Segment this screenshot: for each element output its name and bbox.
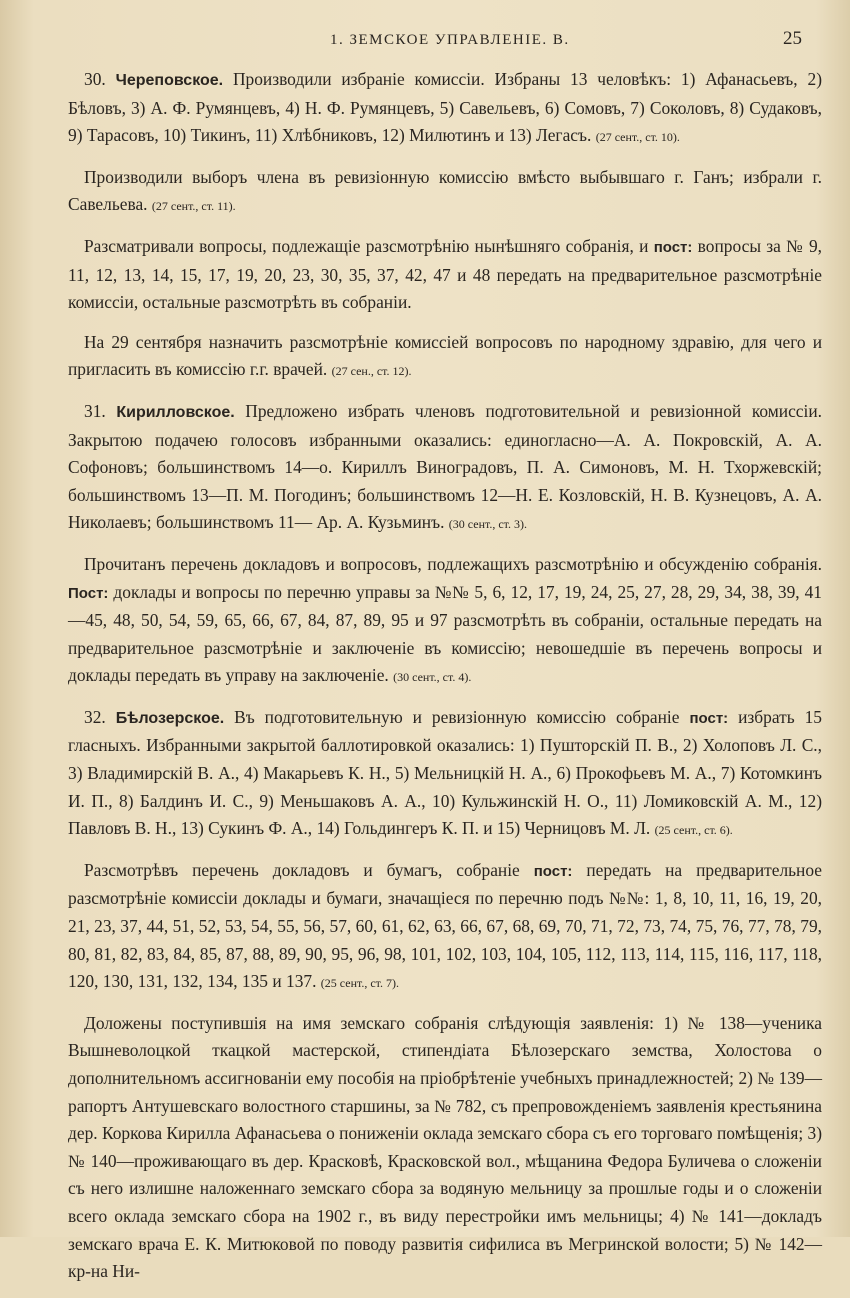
section-heading: Кирилловское. [116,403,235,421]
paragraph-text: Разсматривали вопросы, подлежащіе разсмотрѣнію нынѣшняго собранія, и [84,235,654,256]
paragraph-petitions [68,1010,822,1286]
page-text [68,66,822,1298]
paragraph-text: На 29 сентября назначить разсмотрѣніе комиссіей вопросовъ по народному здравію, для чего и пригласить въ комиссію г.г. врачей. [68,331,822,380]
paragraph-text: вопросы за № 9, 11, 12, 13, 14, 15, 17, 19, 20, 23, 30, 35, 37, 42, 47 и 48 передать на предварительное разсмотрѣніе комиссіи, остальные разсмотрѣть въ собраніи. [68,235,822,313]
paragraph-questions [68,233,822,317]
paragraph-health-commission [68,329,822,386]
paragraph-text: Прочитанъ перечень докладовъ и вопросовъ, подлежащихъ разсмотрѣнію и обсужденію собранія. [84,553,822,574]
paragraph-papers-list [68,857,822,998]
section-number: 30. [84,69,106,89]
resolution-keyword: пост: [533,862,573,880]
section-number: 31. [84,400,106,421]
paragraph-text: Производили выборъ члена въ ревизіонную комиссію вмѣсто выбывшаго г. Ганъ; избрали г. Савельева. [68,166,822,215]
paragraph-30-cherepovets [68,66,822,152]
session-reference: (27 сен., ст. 12). [331,364,412,379]
section-heading: Бѣлозерское. [115,709,225,727]
page-number: 25 [783,28,802,49]
session-reference: (25 сент., ст. 6). [654,823,733,838]
resolution-keyword: Пост: [68,584,109,602]
paragraph-text: Производили избраніе комиссіи. Избраны 13 человѣкъ: 1) Афанасьевъ, 2) Бѣловъ, 3) А. Ф. Румянцевъ, 4) Н. Ф. Румянцевъ, 5) Савельевъ, 6) Сомовъ, 7) Соколовъ, 8) Судаковъ, 9) Тарасовъ, 10) Тикинъ, 11) Хлѣбниковъ, 12) Милютинъ и 13) Легасъ. [68,69,822,146]
running-head: 1. ЗЕМСКОЕ УПРАВЛЕНІЕ. В. [330,32,570,48]
paragraph-text: Въ подготовительную и ревизіонную комиссію собраніе [224,706,690,727]
paragraph-reports-list [68,551,822,692]
paragraph-text: передать на предварительное разсмотрѣніе комиссіи доклады и бумаги, значащіеся по перечню подъ №№: 1, 8, 10, 11, 16, 19, 20, 21, 23, 37, 44, 51, 52, 53, 54, 55, 56, 57, 60, 61, 62, 63, 66, 67, 68, 69, 70, 71, 72, 73, 74, 75, 76, 77, 78, 79, 80, 81, 82, 83, 84, 85, 87, 88, 89, 90, 95, 96, 98, 101, 102, 103, 104, 105, 112, 113, 114, 115, 116, 117, 118, 120, 130, 131, 132, 134, 135 и 137. [68,859,822,992]
paragraph-text: Разсмотрѣвъ перечень докладовъ и бумагъ, собраніе [84,859,534,880]
paragraph-32-belozersk [68,704,822,845]
paragraph-text: Доложены поступившія на имя земскаго собранія слѣдующія заявленія: 1) № 138—ученика Вышневолоцкой ткацкой мастерской, стипендіата Бѣлозерскаго земства, Холостова о дополнительномъ ассигнованіи ему пособія на пріобрѣтеніе учебныхъ принадлежностей; 2) № 139—рапортъ Антушевскаго волостного старшины, за № 782, съ препровожденіемъ заявленія крестьянина дер. Коркова Кирилла Афанасьева о пониженіи оклада земскаго сбора съ его торговаго помѣщенія; 3) № 140—проживающаго въ дер. Красковѣ, Красковской вол., мѣщанина Федора Буличева о сложеніи съ него излишне наложеннаго земскаго сбора за водяную мельницу за прошлые годы и о сложеніи всего оклада земскаго сбора на 1902 г., въ виду перестройки имъ мельницы; 4) № 141—докладъ земскаго врача Е. К. Митюковой по поводу развитія сифилиса въ Мегринской волости; 5) № 142—кр-на Ни- [68,1012,822,1282]
session-reference: (25 сент., ст. 7). [320,976,400,991]
paragraph-text: Предложено избрать членовъ подготовительной и ревизіонной комиссіи. Закрытою подачею голосовъ избранными оказались: единогласно—А. А. Покровскій, А. А. Софоновъ; большинствомъ 14—о. Кириллъ Виноградовъ, П. А. Симоновъ, М. Н. Тхоржевскій; большинствомъ 13—П. М. Погодинъ; большинствомъ 12—Н. Е. Козловскій, Н. В. Кузнецовъ, А. А. Николаевъ; большинствомъ 11— Ар. А. Кузьминъ. [68,400,822,533]
session-reference: (30 сент., ст. 3). [448,517,528,532]
section-heading: Череповское. [115,72,224,89]
resolution-keyword: пост: [689,709,729,727]
paragraph-text: избрать 15 гласныхъ. Избранными закрытой баллотировкой оказались: 1) Пушторскій П. В., 2) Холоповъ Л. С., 3) Владимирскій В. А., 4) Макарьевъ К. Н., 5) Мельницкій Н. А., 6) Прокофьевъ М. А., 7) Котомкинъ И. П., 8) Балдинъ И. С., 9) Меньшаковъ А. А., 10) Кульжинскій Н. О., 11) Ломиковскій А. М., 12) Павловъ В. Н., 13) Сукинъ Ф. А., 14) Гольдингеръ К. П. и 15) Черницовъ М. Л. [68,706,822,839]
session-reference: (27 сент., ст. 10). [595,130,680,145]
page-header [60,28,802,52]
paragraph-31-kirillov [68,398,822,539]
resolution-keyword: пост: [653,238,693,256]
paragraph-text: доклады и вопросы по перечню управы за №№ 5, 6, 12, 17, 19, 24, 25, 27, 28, 29, 34, 38, 39, 41—45, 48, 50, 54, 59, 65, 66, 67, 84, 87, 89, 95 и 97 разсмотрѣть въ собраніи, остальные передать на предварительное разсмотрѣніе и заключеніе въ комиссію; невошедшіе въ перечень вопросы и доклады передать въ управу на заключеніе. [68,581,822,686]
paragraph-revision-election [68,164,822,221]
session-reference: (30 сент., ст. 4). [393,670,472,685]
session-reference: (27 сент., ст. 11). [151,199,236,214]
section-number: 32. [84,706,106,727]
